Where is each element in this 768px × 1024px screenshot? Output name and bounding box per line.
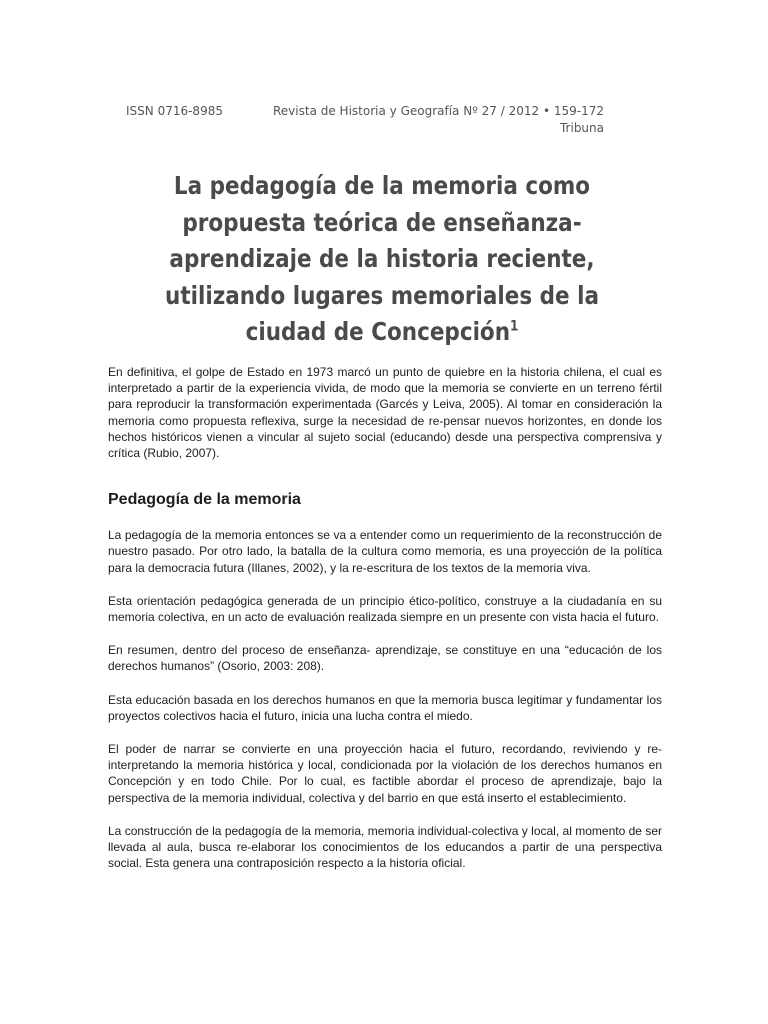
intro-paragraph: En definitiva, el golpe de Estado en 1973 marcó un punto de quiebre en la historia chilena, el cual es interpretado a partir de la experiencia vivida, de modo que la memoria se convierte en un terreno fértil para reproducir la transformación experimentada (Garcés y Leiva, 2005). Al tomar en consideración la memoria como propuesta reflexiva, surge la necesidad de re-pensar nuevos horizontes, en donde los hechos históricos vienen a vincular al sujeto social (educando) desde una perspectiva comprensiva y crítica (Rubio, 2007).: [108, 365, 662, 461]
body-paragraph: Esta educación basada en los derechos humanos en que la memoria busca legitimar y fundamentar los proyectos colectivos hacia el futuro, inicia una lucha contra el miedo.: [108, 692, 662, 723]
title-line: utilizando lugares memoriales de la: [165, 280, 599, 310]
article-body: [108, 364, 662, 888]
body-paragraph: La pedagogía de la memoria entonces se va a entender como un requerimiento de la reconstrucción de nuestro pasado. Por otro lado, la batalla de la cultura como memoria, es una proyección de la política para la democracia futura (Illanes, 2002), y la re-escritura de los textos de la memoria viva.: [108, 528, 662, 575]
body-paragraph: Esta orientación pedagógica generada de un principio ético-político, construye a la ciudadanía en su memoria colectiva, en un acto de evaluación realizada siempre en un presente con vista hacia el futuro.: [108, 593, 662, 625]
section-heading: Pedagogía de la memoria: [108, 491, 301, 509]
article-title: [157, 168, 608, 351]
title-line: ciudad de Concepción: [245, 317, 511, 346]
title-line: La pedagogía de la memoria como: [173, 171, 591, 200]
body-paragraph: La construcción de la pedagogía de la memoria, memoria individual-colectiva y local, al momento de ser llevada al aula, busca re-elaborar los conocimientos de los educandos a partir de una perspectiva social. Esta genera una contraposición respecto a la historia oficial.: [108, 823, 662, 871]
section-tag: Tribuna: [559, 121, 604, 135]
title-line: aprendizaje de la historia reciente,: [169, 244, 595, 273]
body-paragraph: El poder de narrar se convierte en una proyección hacia el futuro, recordando, reviviendo y re-interpretando la memoria histórica y local, condicionada por la violación de los derechos humanos en Concepción y en todo Chile. Por lo cual, es factible abordar el proceso de aprendizaje, bajo la perspectiva de la memoria individual, colectiva y del barrio en que está inserto el establecimiento.: [108, 742, 662, 805]
journal-header: Revista de Historia y Geografía Nº 27 / 2012 • 159-172: [273, 104, 604, 118]
body-paragraph: En resumen, dentro del proceso de enseñanza- aprendizaje, se constituye en una “educación de los derechos humanos” (Osorio, 2003: 208).: [108, 643, 662, 674]
footnote-marker: 1: [510, 318, 519, 335]
title-line: propuesta teórica de enseñanza-: [182, 207, 582, 237]
issn-header: ISSN 0716-8985: [126, 104, 223, 118]
